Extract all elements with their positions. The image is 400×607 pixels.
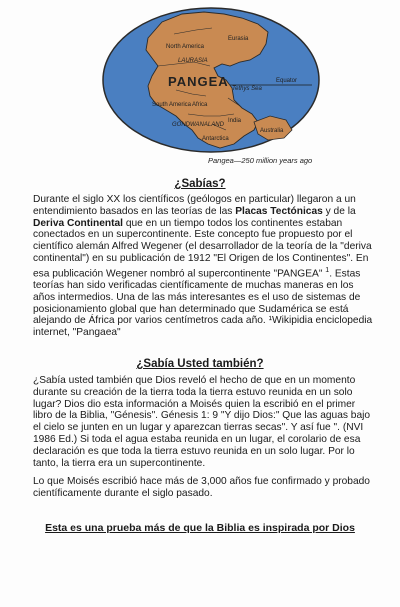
footer-statement: Esta es una prueba más de que la Biblia es inspirada por Dios — [45, 522, 355, 534]
paragraph-text: Durante el siglo XX los científicos (geólogos en particular) llegaron a un entendimiento basados en las teorías de las — [33, 194, 356, 217]
map-label-antarctica: Antarctica — [202, 136, 229, 142]
section-heading-sabia-usted: ¿Sabía Usted también? — [136, 358, 264, 370]
map-label-gondwanaland: GONDWANALAND — [172, 122, 224, 128]
bold-term-placas-tectonicas: Placas Tectónicas — [235, 205, 323, 217]
section-paragraph-moses: Lo que Moisés escribió hace más de 3,000 años fue confirmado y probado científicamente durante el siglo pasado. — [33, 476, 370, 499]
paragraph-text: . Estas teorías han sido verificadas científicamente de muchas maneras en los años intermedios. Una de las más interesantes es el uso de sistemas de posicionamiento global que han determinado que Sudamérica se está alejando de África por varios centímetros cada año. ¹Wikipidia enciclopedia internet, "Pangaea" — [33, 268, 373, 339]
paragraph-text: y de la — [322, 205, 356, 217]
map-label-africa: Africa — [192, 102, 208, 108]
map-caption: Pangea—250 million years ago — [208, 156, 313, 165]
bold-term-deriva-continental: Deriva Continental — [33, 217, 124, 229]
map-label-eurasia: Eurasia — [228, 36, 249, 42]
footnote-marker: 1 — [325, 266, 330, 274]
map-label-equator: Equator — [276, 78, 298, 84]
map-label-laurasia: LAURASIA — [178, 58, 208, 64]
map-label-tethys-sea: Tethys Sea — [232, 86, 262, 92]
map-label-india: India — [228, 118, 242, 124]
section-heading-sabias: ¿Sabías? — [174, 178, 226, 190]
section-paragraph-genesis: ¿Sabía usted también que Dios reveló el hecho de que en un momento durante su creación de la tierra toda la tierra estuvo reunida en un solo lugar? Dios dio esta información a Moisés quien la escribió en el primer libro de la Biblia, "Génesis". Génesis 1: 9 "Y dijo Dios:" Que las aguas bajo el cielo se junten en un lugar y aparezcan tierras secas". Y así fue ". (NVI 1986 Ed.) Si toda el agua estaba reunida en un lugar, el corolario de esa declaración es que toda la tierra estuvo reunida en un solo lugar. Por lo tanto, la tierra era un supercontinente. — [33, 375, 371, 469]
paragraph-text: que en un tiempo todos los continentes estaban conectados en un supercontinente. Este concepto fue propuesto por el científico alemán Alfred Wegener (el desarrollador de la teoría de la "deriva continental") en su publicación de 1912 "El Origen de los Continentes". En esa publicación Wegener nombró al supercontinente "PANGEA" — [33, 217, 372, 280]
map-label-south-america: South America — [152, 102, 192, 108]
pangea-map — [100, 4, 322, 166]
map-label-north-america: North America — [166, 44, 205, 50]
section-paragraph-tectonics — [33, 194, 373, 339]
pangea-map-graphic — [100, 4, 322, 166]
map-label-pangea: PANGEA — [168, 74, 229, 89]
map-label-australia: Australia — [260, 128, 284, 134]
